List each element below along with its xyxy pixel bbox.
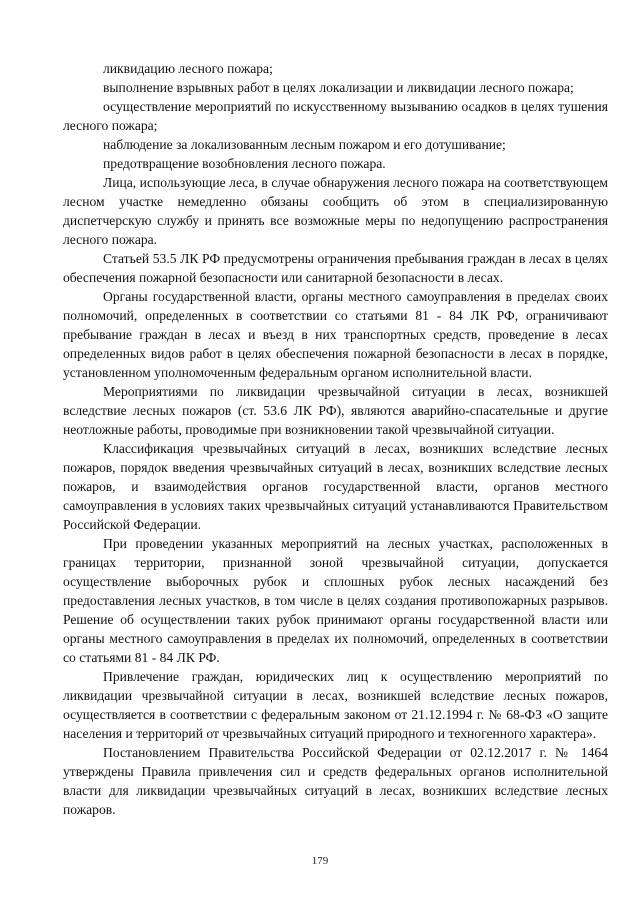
paragraph: Классификация чрезвычайных ситуаций в лесах, возникших вследствие лесных пожаров, порядок введения чрезвычайных ситуаций в лесах, возникших вследствие лесных пожаров, и взаимодействия органов государственной власти, органов местного самоуправления в условиях таких чрезвычайных ситуаций устанавливаются Правительством Российской Федерации. [63, 441, 608, 532]
page-number: 179 [311, 855, 329, 867]
paragraph: Органы государственной власти, органы местного самоуправления в пределах своих полномочий, определенных в соответствии со статьями 81 - 84 ЛК РФ, ограничивают пребывание граждан в лесах и въезд в них транспортных средств, проведение в лесах определенных видов работ в целях обеспечения пожарной безопасности в лесах в порядке, установленном уполномоченным федеральным органом исполнительной власти. [63, 289, 608, 380]
paragraph: предотвращение возобновления лесного пожара. [103, 156, 386, 171]
paragraph: Мероприятиями по ликвидации чрезвычайной ситуации в лесах, возникшей вследствие лесных пожаров (ст. 53.6 ЛК РФ), являются аварийно-спасательные и другие неотложные работы, проводимые при возникновении такой чрезвычайной ситуации. [63, 384, 608, 437]
paragraph: выполнение взрывных работ в целях локализации и ликвидации лесного пожара; [103, 80, 574, 95]
paragraph: Лица, использующие леса, в случае обнаружения лесного пожара на соответствующем лесном участке немедленно обязаны сообщить об этом в специализированную диспетчерскую службу и принять все возможные меры по недопущению распространения лесного пожара. [63, 175, 608, 247]
paragraph: Постановлением Правительства Российской Федерации от 02.12.2017 г. № 1464 утверждены Правила привлечения сил и средств федеральных органов исполнительной власти для ликвидации чрезвычайных ситуаций в лесах, возникших вследствие лесных пожаров. [63, 745, 608, 817]
paragraph: Статьей 53.5 ЛК РФ предусмотрены ограничения пребывания граждан в лесах в целях обеспечения пожарной безопасности или санитарной безопасности в лесах. [63, 251, 608, 285]
paragraph: наблюдение за локализованным лесным пожаром и его дотушивание; [103, 137, 506, 152]
paragraph: осуществление мероприятий по искусственному вызыванию осадков в целях тушения лесного пожара; [63, 99, 608, 133]
body-text [63, 59, 608, 819]
paragraph: Привлечение граждан, юридических лиц к осуществлению мероприятий по ликвидации чрезвычайной ситуации в лесах, возникшей вследствие лесных пожаров, осуществляется в соответствии с федеральным законом от 21.12.1994 г. № 68-ФЗ «О защите населения и территорий от чрезвычайных ситуаций природного и техногенного характера». [63, 669, 608, 741]
paragraph: ликвидацию лесного пожара; [103, 61, 273, 76]
paragraph: При проведении указанных мероприятий на лесных участках, расположенных в границах территории, признанной зоной чрезвычайной ситуации, допускается осуществление выборочных рубок и сплошных рубок лесных насаждений без предоставления лесных участков, в том числе в целях создания противопожарных разрывов. Решение об осуществлении таких рубок принимают органы государственной власти или органы местного самоуправления в пределах их полномочий, определенных в соответствии со статьями 81 - 84 ЛК РФ. [63, 536, 608, 665]
